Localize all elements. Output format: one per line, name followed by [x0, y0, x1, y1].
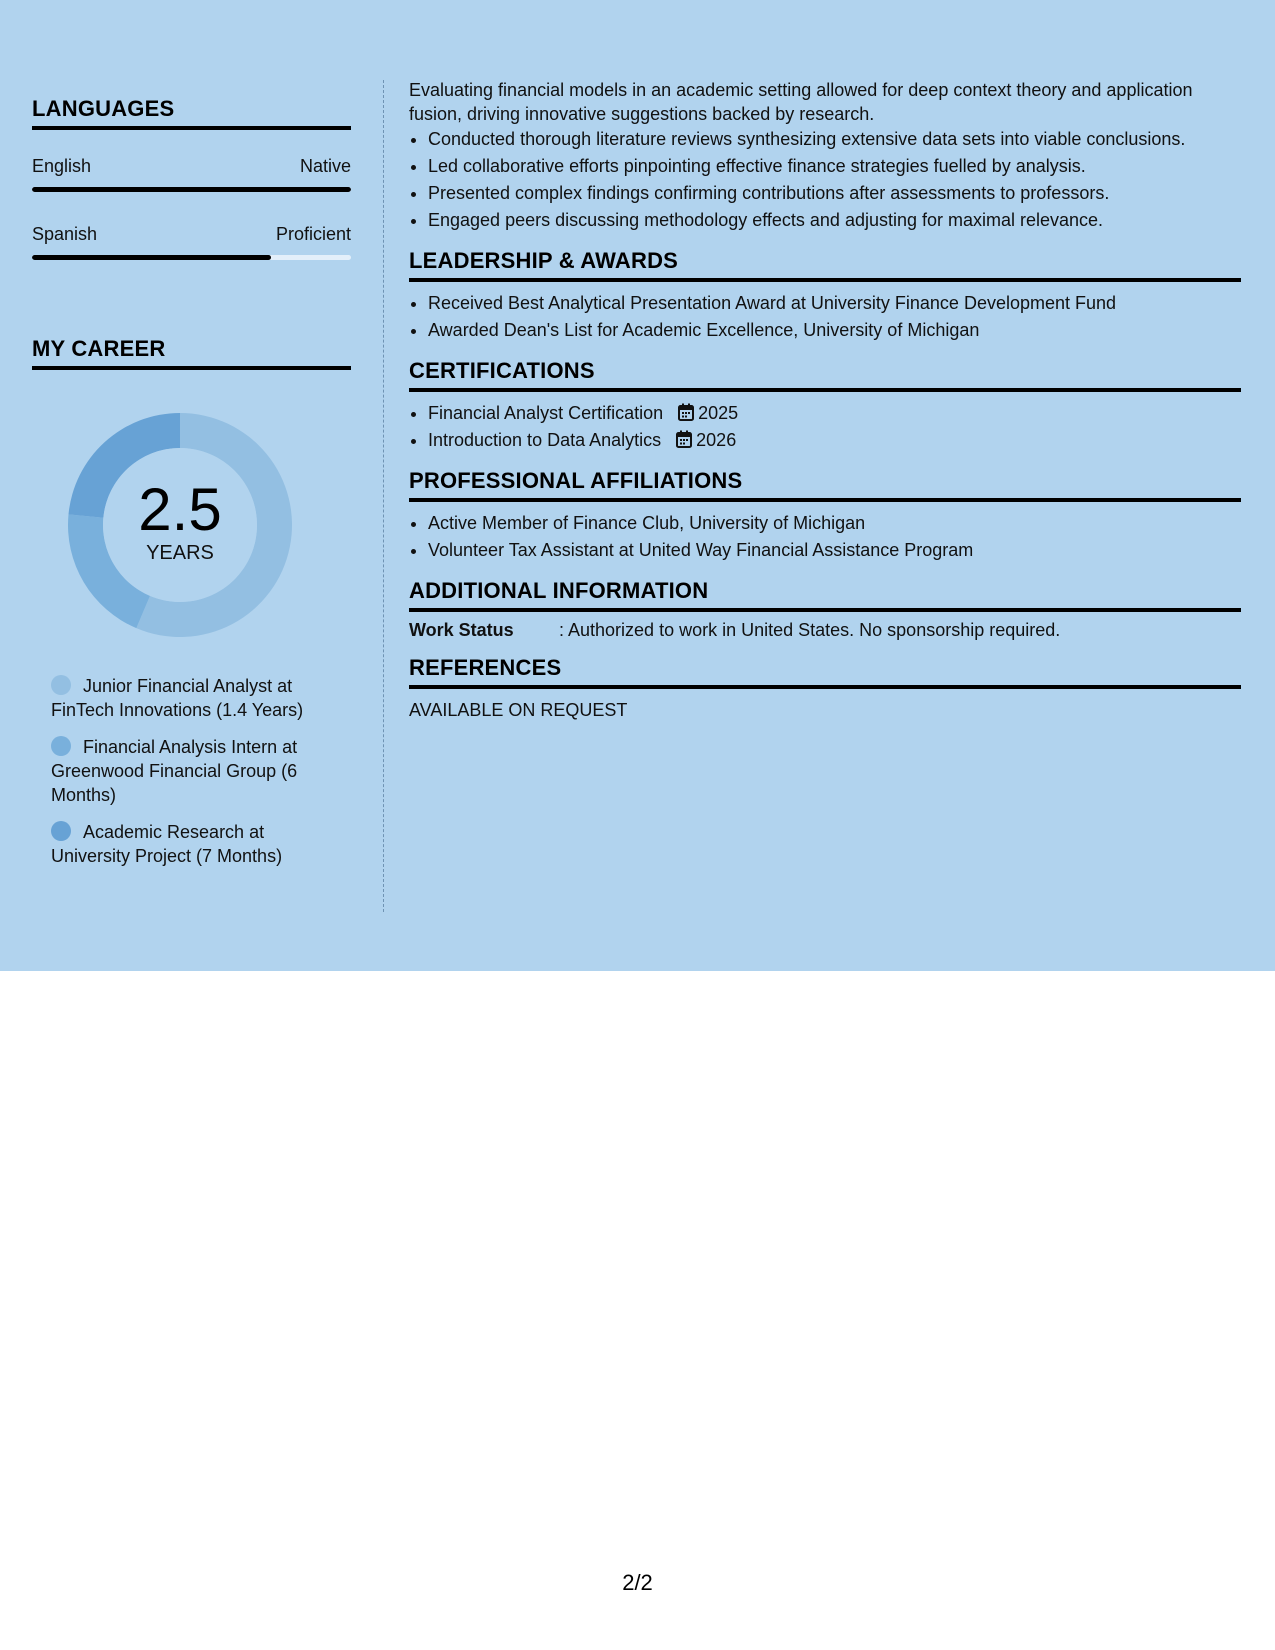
- legend-label: Junior Financial Analyst at FinTech Innovations (1.4 Years): [51, 676, 304, 720]
- leadership-list: [409, 290, 1241, 344]
- career-donut-chart: [67, 412, 293, 638]
- list-item: • Awarded Dean's List for Academic Excellence, University of Michigan: [428, 317, 1241, 344]
- career-legend-item: [51, 735, 331, 807]
- calendar-icon: [678, 403, 694, 421]
- certification-name: Introduction to Data Analytics: [428, 430, 662, 450]
- column-divider: [383, 80, 384, 912]
- additional-info-heading: ADDITIONAL INFORMATION: [409, 578, 1241, 612]
- certification-year: 2026: [696, 430, 737, 450]
- legend-dot: [51, 736, 71, 756]
- certifications-heading: CERTIFICATIONS: [409, 358, 1241, 392]
- list-item: • Presented complex findings confirming contributions after assessments to professors.: [428, 180, 1241, 207]
- list-item: • Volunteer Tax Assistant at United Way Financial Assistance Program: [428, 537, 1241, 564]
- language-spanish: [32, 224, 351, 260]
- experience-bullets: [409, 126, 1241, 234]
- list-item: • Active Member of Finance Club, University of Michigan: [428, 510, 1241, 537]
- certifications-list: [409, 400, 1241, 454]
- language-name: English: [32, 156, 92, 176]
- language-level: Proficient: [275, 224, 351, 244]
- career-heading: MY CAREER: [32, 336, 351, 370]
- affiliations-heading: PROFESSIONAL AFFILIATIONS: [409, 468, 1241, 502]
- career-legend-item: [51, 674, 331, 722]
- leadership-heading: LEADERSHIP & AWARDS: [409, 248, 1241, 282]
- career-total-unit: YEARS: [146, 541, 214, 564]
- language-level-bar: [32, 255, 351, 260]
- page-number: 2/2: [622, 1570, 653, 1595]
- career-legend-item: [51, 820, 331, 868]
- main-column: [409, 78, 1241, 721]
- language-level-bar-fill: [32, 187, 351, 192]
- list-item: • Received Best Analytical Presentation Award at University Finance Development Fund: [428, 290, 1241, 317]
- certification-year: 2025: [698, 403, 739, 423]
- list-item: • Led collaborative efforts pinpointing effective finance strategies fuelled by analysis.: [428, 153, 1241, 180]
- legend-dot: [51, 821, 71, 841]
- calendar-icon: [676, 430, 692, 448]
- language-level-bar: [32, 187, 351, 192]
- list-item: [428, 427, 1241, 454]
- certification-name: Financial Analyst Certification: [428, 403, 664, 423]
- list-item: • Conducted thorough literature reviews synthesizing extensive data sets into viable conclusions.: [428, 126, 1241, 153]
- affiliations-list: [409, 510, 1241, 564]
- sidebar: [32, 96, 351, 881]
- legend-label: Academic Research at University Project (7 Months): [51, 822, 283, 866]
- work-status-row: [409, 620, 1241, 641]
- legend-label: Financial Analysis Intern at Greenwood Financial Group (6 Months): [51, 737, 298, 805]
- work-status-value: : Authorized to work in United States. No sponsorship required.: [559, 620, 1061, 640]
- references-text: AVAILABLE ON REQUEST: [409, 700, 628, 720]
- legend-dot: [51, 675, 71, 695]
- career-legend: [51, 674, 331, 868]
- career-total-value: 2.5: [138, 475, 222, 543]
- references-heading: REFERENCES: [409, 655, 1241, 689]
- language-level-bar-fill: [32, 255, 271, 260]
- experience-summary: Evaluating financial models in an academic setting allowed for deep context theory and application fusion, driving innovative suggestions backed by research.: [409, 80, 1193, 124]
- list-item: • Engaged peers discussing methodology effects and adjusting for maximal relevance.: [428, 207, 1241, 234]
- language-english: [32, 156, 351, 192]
- language-name: Spanish: [32, 224, 98, 244]
- list-item: [428, 400, 1241, 427]
- language-level: Native: [299, 156, 351, 176]
- work-status-label: Work Status: [409, 620, 514, 640]
- languages-heading: LANGUAGES: [32, 96, 351, 130]
